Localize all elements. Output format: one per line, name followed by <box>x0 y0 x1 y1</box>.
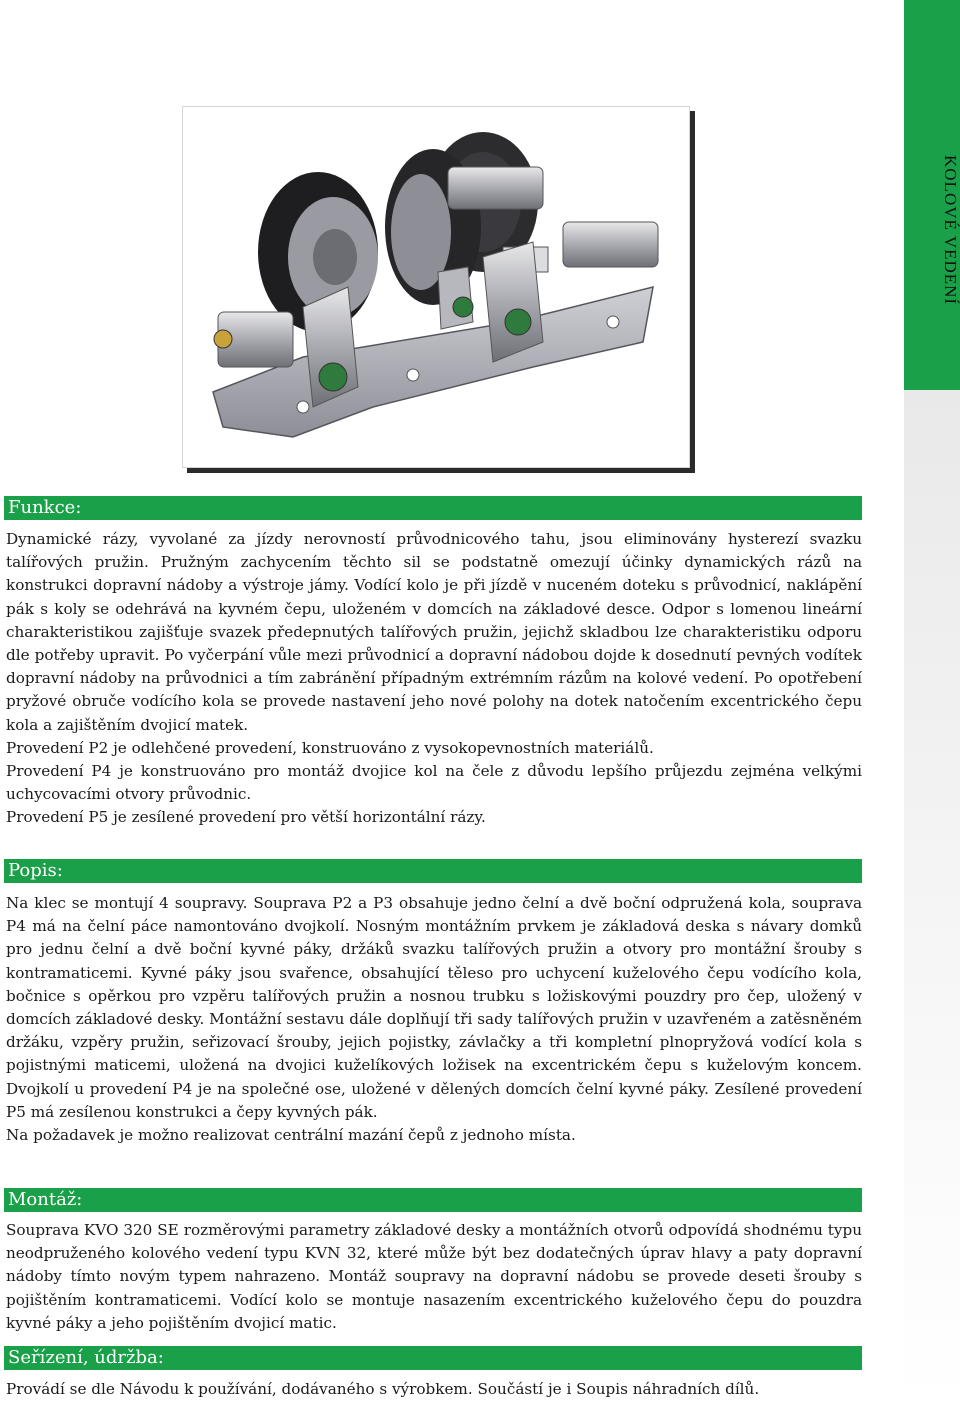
section-body-serizeni <box>6 1378 862 1401</box>
paragraph: Souprava KVO 320 SE rozměrovými parametry základové desky a montážních otvorů odpovídá shodnému typu neodpruženého kolového vedení typu KVN 32, které může být bez dodatečných úprav hlavy a paty dopravní nádoby tímto novým typem nahrazeno. Montáž soupravy na dopravní nádobu se provede deseti šrouby s pojištěním kontramaticemi. Vodící kolo se montuje nasazením excentrického kuželového čepu do pouzdra kyvné páky a jeho pojištěním dvojicí matic. <box>6 1221 862 1332</box>
wheel-assembly-illustration <box>183 107 689 467</box>
section-heading-popis: Popis: <box>4 859 862 883</box>
section-body-popis <box>6 892 862 1147</box>
paragraph: Na požadavek je možno realizovat centrální mazání čepů z jednoho místa. <box>6 1126 576 1145</box>
section-heading-montaz: Montáž: <box>4 1188 862 1212</box>
paragraph: Provedení P2 je odlehčené provedení, konstruováno z vysokopevnostních materiálů. <box>6 738 654 757</box>
section-body-montaz <box>6 1219 862 1335</box>
side-tab-label: KOLOVÉ VEDENÍ <box>941 154 960 306</box>
side-tab <box>904 0 960 390</box>
paragraph: Provedení P4 je konstruováno pro montáž dvojice kol na čele z důvodu lepšího průjezdu zejména velkými uchycovacími otvory průvodnic. <box>6 762 862 804</box>
paragraph: Provádí se dle Návodu k používání, dodávaného s výrobkem. Součástí je i Soupis náhradních dílů. <box>6 1380 760 1398</box>
paragraph: Provedení P5 je zesílené provedení pro větší horizontální rázy. <box>6 808 486 827</box>
paragraph: Dynamické rázy, vyvolané za jízdy nerovností průvodnicového tahu, jsou eliminovány hysterezí svazku talířových pružin. Pružným zachycením těchto sil se podstatně omezují účinky dynamických rázů na konstrukci dopravní nádoby a výstroje jámy. Vodící kolo je při jízdě v nuceném doteku s průvodnicí, naklápění pák s koly se odehrává na kyvném čepu, uloženém v domcích na základové desce. Odpor s lomenou lineární charakteristikou zajišťuje svazek předepnutých talířových pružin, jejichž skladbou lze charakteristiku odporu dle potřeby upravit. Po vyčerpání vůle mezi průvodnicí a dopravní nádobou dojde k dosednutí pevných vodítek dopravní nádoby na průvodnici a tím zabránění případným extrémním rázům na kolové vedení. Po opotřebení pryžové obruče vodícího kola se provede nastavení jeho nové polohy na dotek natočením excentrického čepu kola a zajištěním dvojicí matek. <box>6 530 862 734</box>
product-image <box>182 106 690 468</box>
section-heading-serizeni: Seřízení, údržba: <box>4 1346 862 1370</box>
section-heading-funkce: Funkce: <box>4 496 862 520</box>
side-strip <box>904 390 960 1402</box>
paragraph: Na klec se montují 4 soupravy. Souprava P2 a P3 obsahuje jedno čelní a dvě boční odpružená kola, souprava P4 má na čelní páce namontováno dvojkolí. Nosným montážním prvkem je základová deska s návary domků pro jednu čelní a dvě boční kyvné páky, držáků svazku talířových pružin a otvory pro montážní šrouby s kontramaticemi. Kyvné páky jsou svařence, obsahující těleso pro uchycení kuželového čepu vodícího kola, bočnice s opěrkou pro vzpěru talířových pružin a nosnou trubku s ložiskovými pouzdry pro čep, uložený v domcích základové desky. Montážní sestavu dále doplňují tři sady talířových pružin v uzavřeném a zatěsněném držáku, vzpěry pružin, seřizovací šrouby, jejich pojistky, závlačky a tři kompletní plnopryžová vodící kola s pojistnými maticemi, uložená na dvojici kuželíkových ložisek na excentrickém čepu s kuželovým koncem. Dvojkolí u provedení P4 je na společné ose, uložené v dělených domcích čelní kyvné páky. Zesílené provedení P5 má zesílenou konstrukci a čepy kyvných pák. <box>6 894 862 1121</box>
section-body-funkce <box>6 528 862 830</box>
